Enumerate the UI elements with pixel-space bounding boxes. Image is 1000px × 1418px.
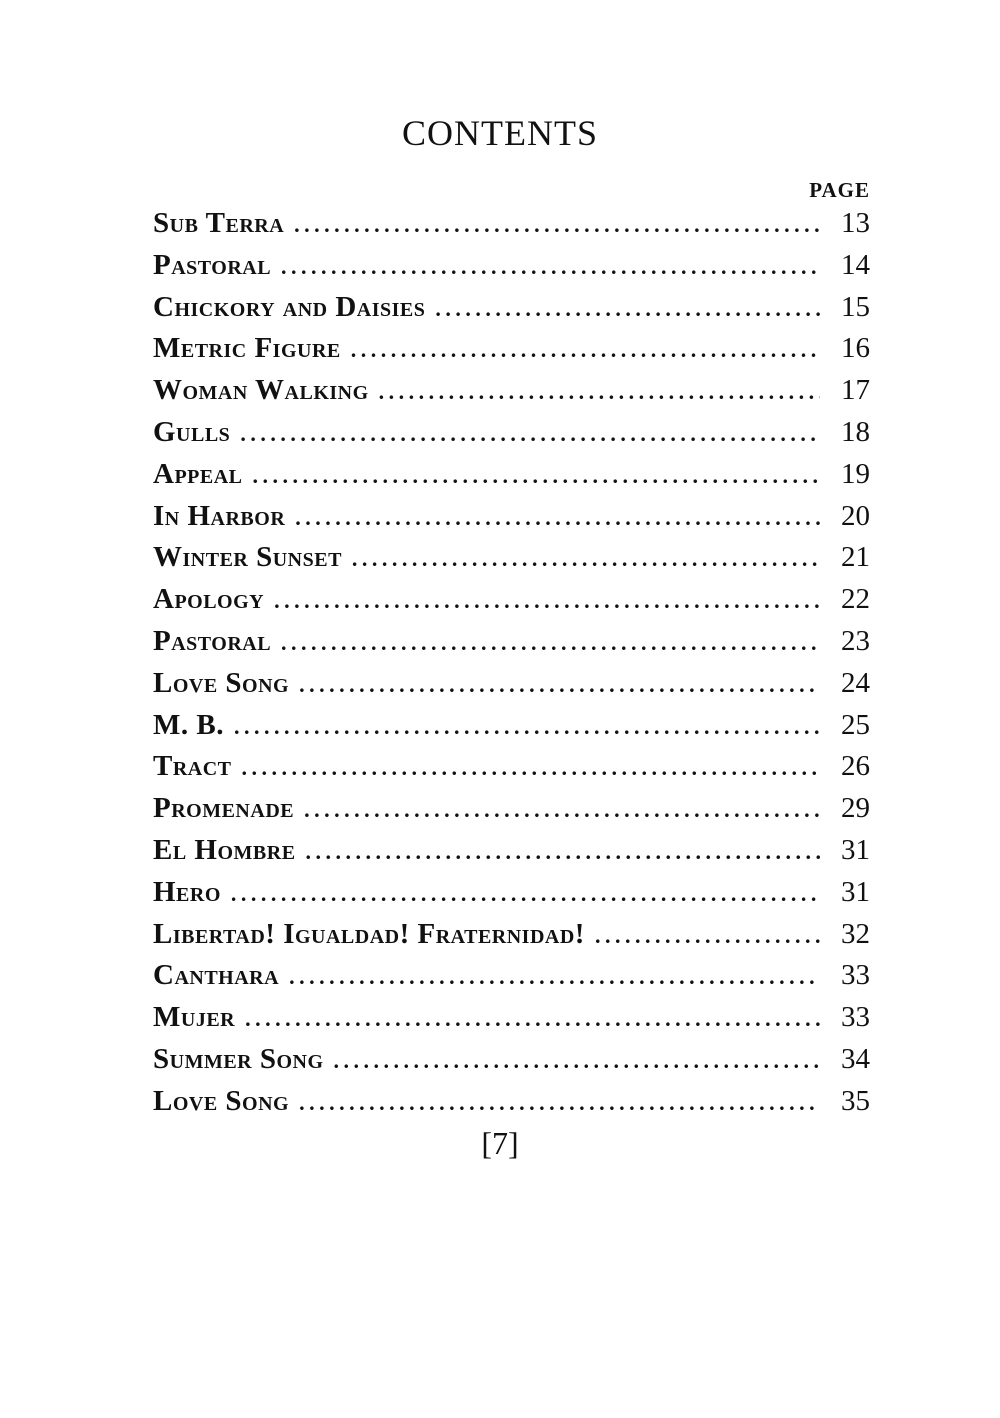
dot-leader — [281, 630, 820, 656]
dot-leader — [351, 337, 820, 363]
toc-entry — [153, 750, 870, 792]
entry-page: 33 — [841, 959, 870, 992]
entry-page: 26 — [841, 750, 870, 783]
entry-title: Hero — [153, 875, 221, 908]
toc-entry — [153, 709, 870, 751]
dot-leader — [595, 923, 820, 949]
toc-entry — [153, 876, 870, 918]
dot-leader — [240, 421, 820, 447]
toc-entry — [153, 332, 870, 374]
toc-entry — [153, 1043, 870, 1085]
entry-page: 18 — [841, 415, 870, 448]
toc-entry — [153, 541, 870, 583]
entry-page: 34 — [841, 1042, 870, 1075]
toc-entry — [153, 416, 870, 458]
entry-page: 25 — [841, 708, 870, 741]
toc-entry — [153, 458, 870, 500]
entry-title: Woman Walking — [153, 374, 369, 407]
page-title: CONTENTS — [402, 113, 598, 153]
dot-leader — [234, 714, 820, 740]
page-column-header: PAGE — [809, 178, 870, 202]
toc-entry — [153, 207, 870, 249]
dot-leader — [352, 546, 820, 572]
entry-page: 20 — [841, 499, 870, 532]
entry-title: Gulls — [153, 415, 231, 448]
entry-page: 19 — [841, 457, 870, 490]
toc-entry — [153, 291, 870, 333]
toc-entry — [153, 583, 870, 625]
page-number: [7] — [481, 1125, 519, 1161]
entry-title: Libertad! Igualdad! Fraternidad! — [153, 917, 585, 950]
entry-title: M. B. — [153, 708, 224, 741]
toc-entry — [153, 918, 870, 960]
entry-page: 16 — [841, 332, 870, 365]
entry-page: 33 — [841, 1001, 870, 1034]
dot-leader — [294, 212, 820, 238]
entry-page: 23 — [841, 624, 870, 657]
dot-leader — [334, 1048, 820, 1074]
entry-title: Sub Terra — [153, 207, 285, 239]
entry-title: Love Song — [153, 1084, 290, 1117]
entry-title: In Harbor — [153, 499, 286, 532]
entry-title: Pastoral — [153, 624, 272, 657]
dot-leader — [281, 254, 820, 280]
entry-page: 32 — [841, 917, 870, 950]
entry-title: Mujer — [153, 1001, 236, 1034]
toc-entry — [153, 249, 870, 291]
toc-entry — [153, 500, 870, 542]
entry-title: Canthara — [153, 959, 280, 992]
entry-page: 21 — [841, 541, 870, 574]
toc-entry — [153, 667, 870, 709]
entry-title: Apology — [153, 583, 265, 616]
dot-leader — [304, 797, 820, 823]
dot-leader — [306, 839, 820, 865]
entry-title: Appeal — [153, 457, 243, 490]
entry-title: Pastoral — [153, 248, 272, 281]
entry-title: Winter Sunset — [153, 541, 342, 574]
entry-page: 31 — [841, 833, 870, 866]
toc-entry — [153, 625, 870, 667]
dot-leader — [299, 1090, 820, 1116]
entry-title: Tract — [153, 750, 232, 783]
dot-leader — [242, 755, 820, 781]
dot-leader — [231, 881, 820, 907]
entry-page: 35 — [841, 1084, 870, 1117]
entry-page: 24 — [841, 666, 870, 699]
dot-leader — [299, 672, 820, 698]
toc-entry — [153, 374, 870, 416]
entry-title: Summer Song — [153, 1042, 324, 1075]
entry-page: 17 — [841, 374, 870, 407]
entry-title: Love Song — [153, 666, 290, 699]
entry-page: 14 — [841, 248, 870, 281]
dot-leader — [253, 463, 821, 489]
dot-leader — [274, 588, 820, 614]
toc-entry — [153, 834, 870, 876]
entry-page: 22 — [841, 583, 870, 616]
dot-leader — [289, 964, 820, 990]
entry-title: El Hombre — [153, 833, 296, 866]
dot-leader — [379, 379, 820, 405]
entry-page: 29 — [841, 792, 870, 825]
toc-entry — [153, 959, 870, 1001]
table-of-contents — [153, 207, 870, 1127]
entry-title: Metric Figure — [153, 332, 341, 365]
dot-leader — [245, 1006, 820, 1032]
toc-entry — [153, 1001, 870, 1043]
entry-page: 13 — [841, 207, 870, 239]
entry-title: Chickory and Daisies — [153, 290, 426, 323]
dot-leader — [435, 296, 820, 322]
entry-page: 15 — [841, 290, 870, 323]
toc-entry — [153, 1085, 870, 1127]
entry-page: 31 — [841, 875, 870, 908]
entry-title: Promenade — [153, 792, 295, 825]
toc-entry — [153, 792, 870, 834]
dot-leader — [295, 505, 820, 531]
